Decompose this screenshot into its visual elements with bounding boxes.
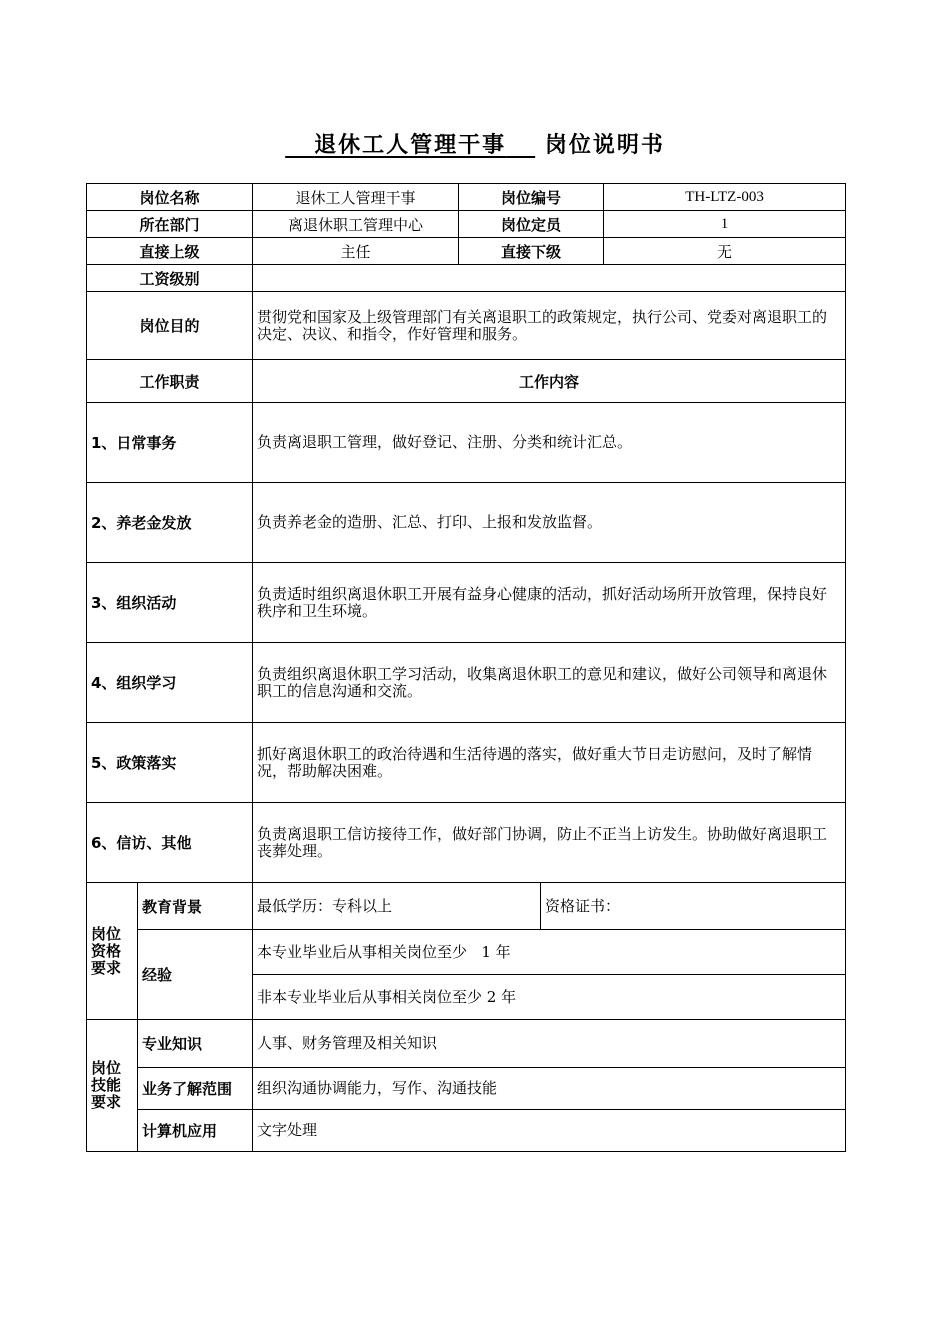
- quota-label: 岗位定员: [459, 211, 604, 238]
- duty-name: 4、组织学习: [87, 643, 253, 723]
- duty-row: [87, 403, 846, 483]
- duty-row: [87, 643, 846, 723]
- duty-content: 负责组织离退休职工学习活动，收集离退休职工的意见和建议，做好公司领导和离退休职工的信息沟通和交流。: [253, 643, 846, 723]
- post-name-label: 岗位名称: [87, 184, 253, 211]
- experience-label: 经验: [138, 930, 253, 1020]
- duty-content: 负责离退职工管理，做好登记、注册、分类和统计汇总。: [253, 403, 846, 483]
- dept-value: 离退休职工管理中心: [253, 211, 459, 238]
- dept-label: 所在部门: [87, 211, 253, 238]
- duty-name: 5、政策落实: [87, 723, 253, 803]
- duty-content: 负责养老金的造册、汇总、打印、上报和发放监督。: [253, 483, 846, 563]
- subordinate-label: 直接下级: [459, 238, 604, 265]
- experience-line-2: 非本专业毕业后从事相关岗位至少 2 年: [253, 975, 846, 1020]
- duty-content: 负责离退职工信访接待工作，做好部门协调，防止不正当上访发生。协助做好离退职工丧葬处理。: [253, 803, 846, 883]
- skills-group-label: 岗位技能要求: [87, 1020, 138, 1152]
- duty-content: 抓好离退休职工的政治待遇和生活待遇的落实，做好重大节日走访慰问，及时了解情况，帮助解决困难。: [253, 723, 846, 803]
- experience-line-1: 本专业毕业后从事相关岗位至少 1 年: [253, 930, 846, 975]
- business-label: 业务了解范围: [138, 1068, 253, 1110]
- certificate-value: 资格证书：: [541, 883, 846, 930]
- duty-row: [87, 723, 846, 803]
- duty-row: [87, 563, 846, 643]
- purpose-text: 贯彻党和国家及上级管理部门有关离退职工的政策规定，执行公司、党委对离退职工的决定、决议、和指令，作好管理和服务。: [253, 292, 846, 360]
- duty-content: 负责适时组织离退休职工开展有益身心健康的活动，抓好活动场所开放管理，保持良好秩序和卫生环境。: [253, 563, 846, 643]
- computer-label: 计算机应用: [138, 1110, 253, 1152]
- duties-header-left: 工作职责: [87, 360, 253, 403]
- superior-label: 直接上级: [87, 238, 253, 265]
- page-title: [0, 128, 950, 159]
- qualification-group-label: 岗位资格要求: [87, 883, 138, 1020]
- duty-name: 6、信访、其他: [87, 803, 253, 883]
- education-label: 教育背景: [138, 883, 253, 930]
- subordinate-value: 无: [604, 238, 846, 265]
- title-post-name: 退休工人管理干事: [314, 133, 507, 158]
- knowledge-value: 人事、财务管理及相关知识: [253, 1020, 846, 1068]
- title-suffix: 岗位说明书: [544, 133, 665, 158]
- duty-row: [87, 483, 846, 563]
- salary-label: 工资级别: [87, 265, 253, 292]
- duty-name: 1、日常事务: [87, 403, 253, 483]
- quota-value: 1: [604, 211, 846, 238]
- post-code-value: TH-LTZ-003: [604, 184, 846, 211]
- purpose-label: 岗位目的: [87, 292, 253, 360]
- job-description-table: [86, 183, 846, 1152]
- education-value: 最低学历：专科以上: [253, 883, 541, 930]
- business-value: 组织沟通协调能力，写作、沟通技能: [253, 1068, 846, 1110]
- duty-name: 3、组织活动: [87, 563, 253, 643]
- duty-name: 2、养老金发放: [87, 483, 253, 563]
- superior-value: 主任: [253, 238, 459, 265]
- post-name-value: 退休工人管理干事: [253, 184, 459, 211]
- post-code-label: 岗位编号: [459, 184, 604, 211]
- computer-value: 文字处理: [253, 1110, 846, 1152]
- duty-row: [87, 803, 846, 883]
- knowledge-label: 专业知识: [138, 1020, 253, 1068]
- salary-value: [253, 265, 846, 292]
- duties-header-right: 工作内容: [253, 360, 846, 403]
